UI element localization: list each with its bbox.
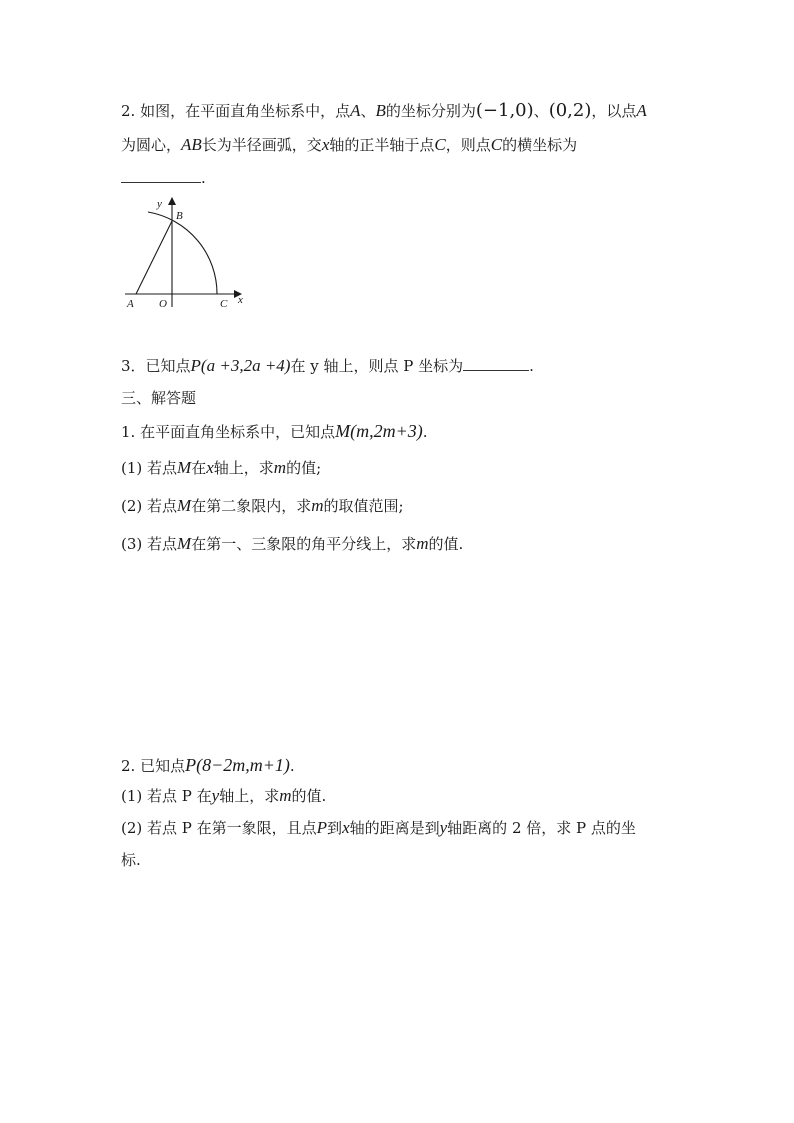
segment-ab	[136, 221, 172, 294]
q2-line2: 为圆心，AB长为半径画弧，交x轴的正半轴于点C，则点C的横坐标为	[121, 135, 578, 154]
q2-line1: 2. 如图，在平面直角坐标系中，点A、B的坐标分别为(−1,0)、(0,2)，以点A	[121, 100, 647, 121]
s2-part2-cont: 标.	[121, 851, 141, 869]
label-a: A	[127, 298, 134, 310]
s2-part2: (2) 若点 P 在第一象限，且点P到x轴的距离是到y轴距离的 2 倍，求 P 点的坐	[121, 818, 636, 837]
label-y: y	[157, 198, 162, 210]
q3-line: 3．已知点P(a +3,2a +4)在 y 轴上，则点 P 坐标为 .	[121, 356, 534, 375]
s1-part1: (1) 若点M在x轴上，求m的值;	[121, 458, 322, 477]
label-c: C	[220, 298, 228, 310]
arc-diagram	[121, 195, 251, 313]
q2-answer-line: .	[121, 168, 206, 188]
label-o: O	[159, 298, 167, 310]
label-x: x	[238, 294, 243, 306]
answer-blank[interactable]	[121, 182, 201, 183]
answer-blank[interactable]	[463, 370, 529, 371]
s1-part3: (3) 若点M在第一、三象限的角平分线上，求m的值.	[121, 534, 464, 553]
arc-bc	[148, 212, 217, 294]
coordinate-figure	[121, 195, 251, 317]
s2-stem: 2. 已知点P(8−2m,m+1).	[121, 755, 295, 775]
label-b: B	[176, 210, 183, 222]
section-title: 三、解答题	[121, 389, 197, 407]
s2-part1: (1) 若点 P 在y轴上，求m的值.	[121, 786, 327, 805]
s1-part2: (2) 若点M在第二象限内，求m的取值范围;	[121, 496, 404, 515]
s1-stem: 1. 在平面直角坐标系中，已知点M(m,2m+3).	[121, 421, 428, 441]
